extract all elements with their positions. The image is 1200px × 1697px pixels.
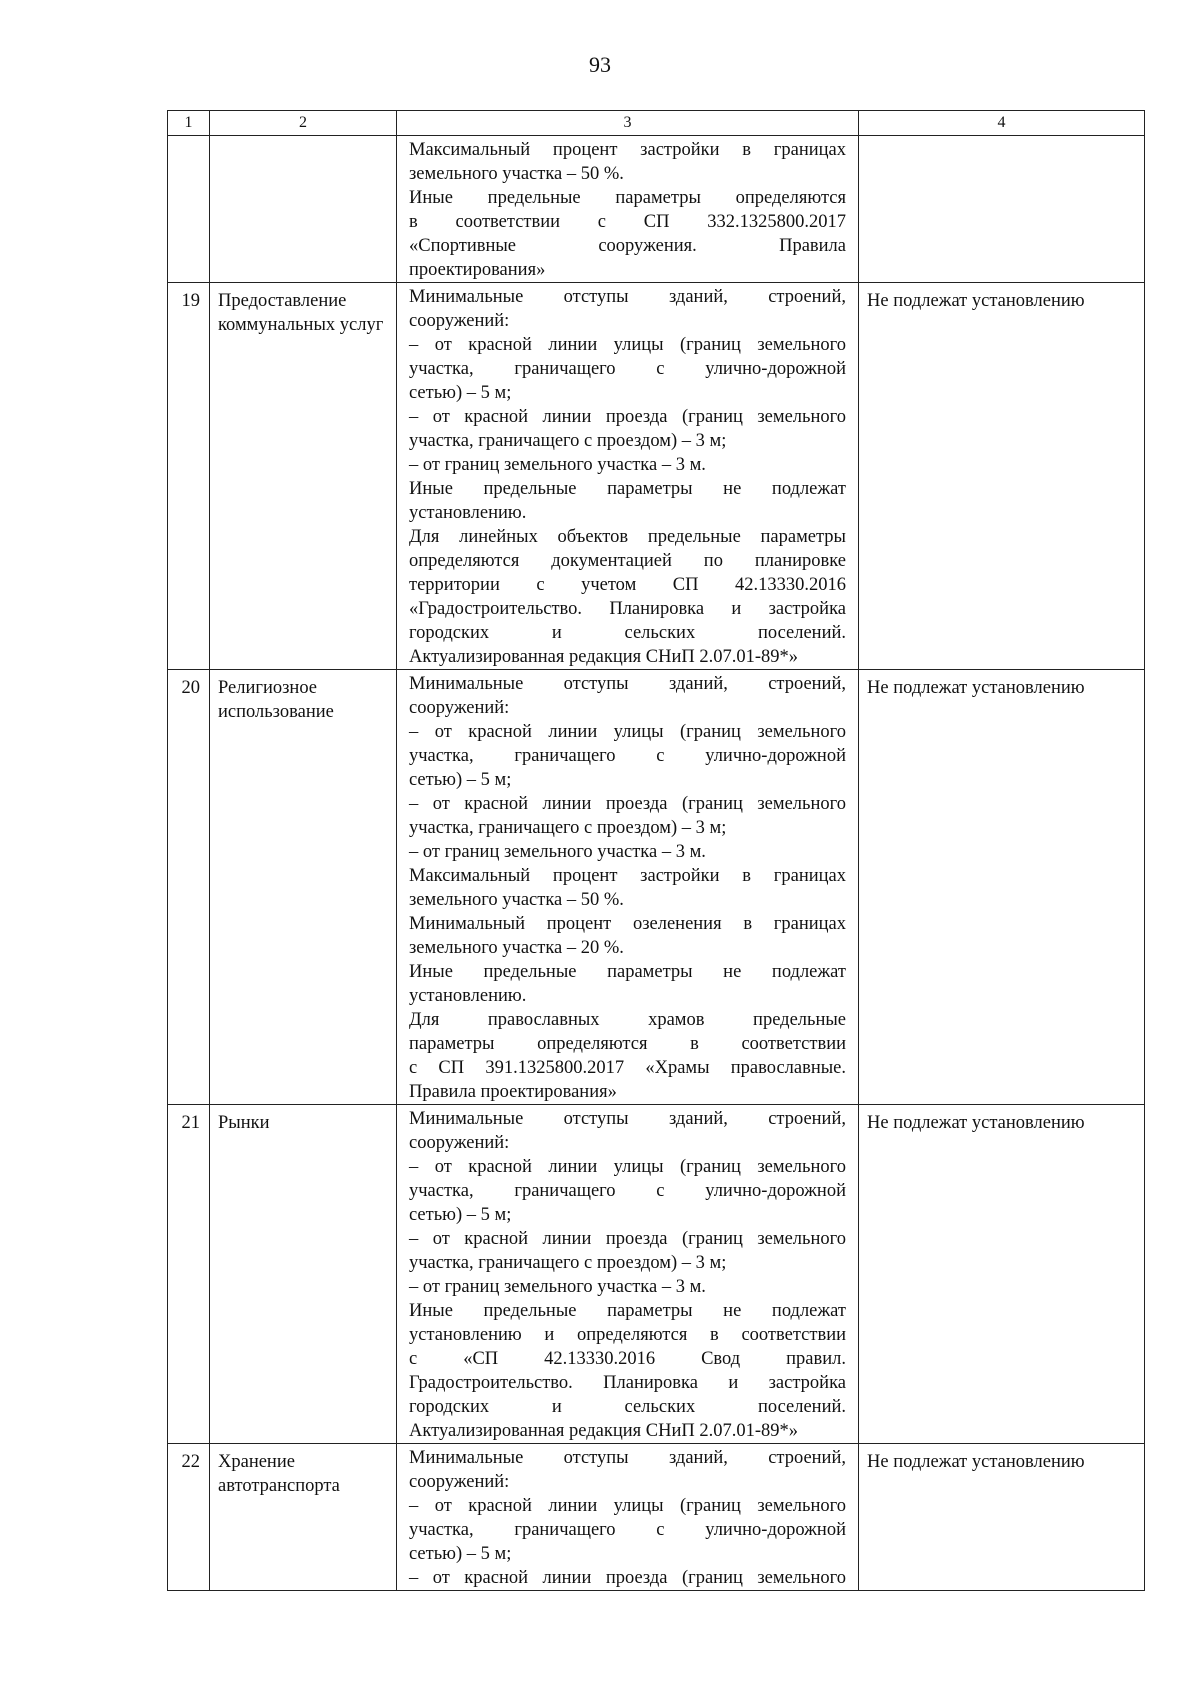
table-row bbox=[168, 670, 1145, 1105]
parameter-line: территории с учетом СП 42.13330.2016 bbox=[409, 575, 846, 595]
row-number: 19 bbox=[168, 283, 210, 670]
land-use-parameters-table bbox=[167, 110, 1145, 1591]
parameter-line: – от красной линии проезда (границ земельного bbox=[409, 794, 846, 814]
parameter-line: – от красной линии улицы (границ земельного bbox=[409, 1157, 846, 1177]
parameter-line: земельного участка – 20 %. bbox=[409, 938, 624, 958]
parameter-line: участка, граничащего с улично-дорожной bbox=[409, 1181, 846, 1201]
page-number: 93 bbox=[589, 52, 611, 77]
parameter-line: сетью) – 5 м; bbox=[409, 1205, 512, 1225]
parameter-line: параметры определяются в соответствии bbox=[409, 1034, 846, 1054]
parameter-line: – от границ земельного участка – 3 м. bbox=[409, 842, 706, 862]
row-number: 22 bbox=[168, 1444, 210, 1591]
parameter-line: установлению. bbox=[409, 986, 527, 1006]
parameter-line: участка, граничащего с улично-дорожной bbox=[409, 359, 846, 379]
parameter-line: городских и сельских поселений. bbox=[409, 1397, 846, 1417]
parameter-line: сооружений: bbox=[409, 311, 510, 331]
parameter-line: Минимальные отступы зданий, строений, bbox=[409, 1448, 846, 1468]
restrictions-note: Не подлежат установлению bbox=[859, 1444, 1145, 1591]
parameter-line: «Спортивные сооружения. Правила bbox=[409, 236, 846, 256]
header-col-1: 1 bbox=[168, 111, 210, 136]
table-row bbox=[168, 1105, 1145, 1444]
parameter-line: участка, граничащего с проездом) – 3 м; bbox=[409, 1253, 727, 1273]
row-number: 20 bbox=[168, 670, 210, 1105]
restrictions-note bbox=[859, 136, 1145, 283]
parameter-line: Актуализированная редакция СНиП 2.07.01-89*» bbox=[409, 647, 799, 667]
parameter-line: сооружений: bbox=[409, 1472, 510, 1492]
limit-parameters bbox=[397, 136, 859, 283]
table-row bbox=[168, 1444, 1145, 1591]
table-row bbox=[168, 136, 1145, 283]
parameter-line: Минимальные отступы зданий, строений, bbox=[409, 287, 846, 307]
parameter-line: сетью) – 5 м; bbox=[409, 770, 512, 790]
row-number bbox=[168, 136, 210, 283]
restrictions-note: Не подлежат установлению bbox=[859, 670, 1145, 1105]
parameter-line: определяются документацией по планировке bbox=[409, 551, 846, 571]
parameter-line: «Градостроительство. Планировка и застройка bbox=[409, 599, 846, 619]
parameter-line: – от красной линии проезда (границ земельного bbox=[409, 1568, 846, 1588]
parameter-line: Иные предельные параметры определяются bbox=[409, 188, 846, 208]
parameter-line: участка, граничащего с улично-дорожной bbox=[409, 746, 846, 766]
parameter-line: сооружений: bbox=[409, 1133, 510, 1153]
parameter-line: Иные предельные параметры не подлежат bbox=[409, 962, 846, 982]
restrictions-note: Не подлежат установлению bbox=[859, 283, 1145, 670]
header-col-3: 3 bbox=[397, 111, 859, 136]
parameter-line: участка, граничащего с проездом) – 3 м; bbox=[409, 431, 727, 451]
parameter-line: – от красной линии улицы (границ земельного bbox=[409, 335, 846, 355]
parameter-line: в соответствии с СП 332.1325800.2017 bbox=[409, 212, 846, 232]
parameter-line: – от границ земельного участка – 3 м. bbox=[409, 455, 706, 475]
land-use-type bbox=[210, 136, 397, 283]
parameter-line: Минимальный процент озеленения в границах bbox=[409, 914, 846, 934]
parameter-line: проектирования» bbox=[409, 260, 546, 280]
parameter-line: Максимальный процент застройки в границах bbox=[409, 866, 846, 886]
parameter-line: участка, граничащего с проездом) – 3 м; bbox=[409, 818, 727, 838]
land-use-type: Религиозное использование bbox=[210, 670, 397, 1105]
restrictions-note: Не подлежат установлению bbox=[859, 1105, 1145, 1444]
parameter-line: с СП 391.1325800.2017 «Храмы православные. bbox=[409, 1058, 846, 1078]
table-body bbox=[168, 136, 1145, 1591]
parameter-line: Правила проектирования» bbox=[409, 1082, 617, 1102]
parameter-line: Для линейных объектов предельные параметры bbox=[409, 527, 846, 547]
table-header-row bbox=[168, 111, 1145, 136]
limit-parameters bbox=[397, 1444, 859, 1591]
land-use-type: Хранение автотранспорта bbox=[210, 1444, 397, 1591]
parameter-line: – от красной линии проезда (границ земельного bbox=[409, 1229, 846, 1249]
parameter-line: – от красной линии проезда (границ земельного bbox=[409, 407, 846, 427]
header-col-2: 2 bbox=[210, 111, 397, 136]
parameter-line: установлению и определяются в соответствии bbox=[409, 1325, 846, 1345]
parameter-line: Минимальные отступы зданий, строений, bbox=[409, 1109, 846, 1129]
parameter-line: Градостроительство. Планировка и застройка bbox=[409, 1373, 846, 1393]
parameter-line: Минимальные отступы зданий, строений, bbox=[409, 674, 846, 694]
parameter-line: сетью) – 5 м; bbox=[409, 1544, 512, 1564]
limit-parameters bbox=[397, 1105, 859, 1444]
parameter-line: Для православных храмов предельные bbox=[409, 1010, 846, 1030]
land-use-type: Предоставление коммунальных услуг bbox=[210, 283, 397, 670]
parameter-line: Максимальный процент застройки в границах bbox=[409, 140, 846, 160]
parameter-line: земельного участка – 50 %. bbox=[409, 164, 624, 184]
row-number: 21 bbox=[168, 1105, 210, 1444]
table-row bbox=[168, 283, 1145, 670]
parameter-line: участка, граничащего с улично-дорожной bbox=[409, 1520, 846, 1540]
parameter-line: Иные предельные параметры не подлежат bbox=[409, 1301, 846, 1321]
parameter-line: установлению. bbox=[409, 503, 527, 523]
parameter-line: сетью) – 5 м; bbox=[409, 383, 512, 403]
parameter-line: городских и сельских поселений. bbox=[409, 623, 846, 643]
limit-parameters bbox=[397, 670, 859, 1105]
parameter-line: сооружений: bbox=[409, 698, 510, 718]
parameter-line: – от границ земельного участка – 3 м. bbox=[409, 1277, 706, 1297]
parameter-line: Актуализированная редакция СНиП 2.07.01-89*» bbox=[409, 1421, 799, 1441]
parameter-line: Иные предельные параметры не подлежат bbox=[409, 479, 846, 499]
parameter-line: – от красной линии улицы (границ земельного bbox=[409, 1496, 846, 1516]
land-use-type: Рынки bbox=[210, 1105, 397, 1444]
table-header bbox=[168, 111, 1145, 136]
header-col-4: 4 bbox=[859, 111, 1145, 136]
limit-parameters bbox=[397, 283, 859, 670]
parameter-line: земельного участка – 50 %. bbox=[409, 890, 624, 910]
parameter-line: с «СП 42.13330.2016 Свод правил. bbox=[409, 1349, 846, 1369]
parameter-line: – от красной линии улицы (границ земельного bbox=[409, 722, 846, 742]
